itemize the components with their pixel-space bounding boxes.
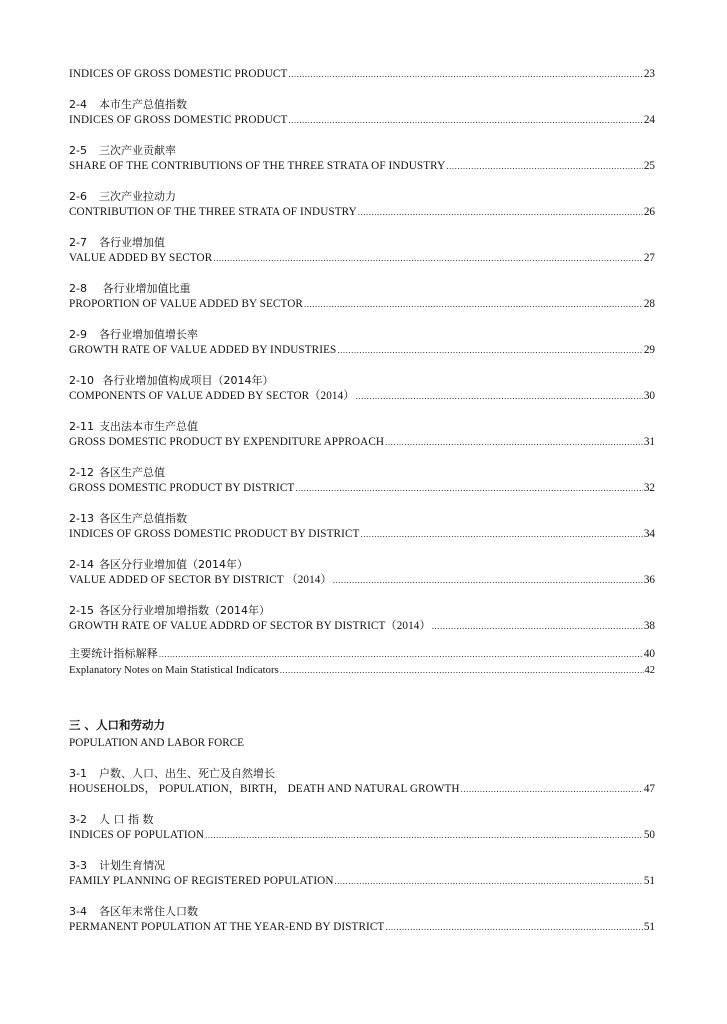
toc-entry-english-title: INDICES OF GROSS DOMESTIC PRODUCT (69, 114, 288, 126)
toc-entry-chinese-title: 户数、人口、出生、死亡及自然增长 (99, 767, 275, 780)
toc-page-number: 40 (643, 648, 655, 660)
toc-entry-english-title: SHARE OF THE CONTRIBUTIONS OF THE THREE STRATA OF INDUSTRY (69, 160, 446, 172)
toc-entry-number: 2-5 (69, 144, 87, 157)
toc-page (69, 66, 655, 950)
toc-entry[interactable] (69, 419, 655, 450)
toc-entry-number: 3-4 (69, 905, 87, 918)
toc-entry-chinese-title: 人 口 指 数 (99, 813, 154, 826)
dot-leader (335, 873, 643, 889)
toc-entry-chinese-line (69, 281, 655, 296)
toc-entry-number: 2-4 (69, 98, 87, 111)
toc-entry-english-line[interactable] (69, 480, 655, 496)
toc-entry-chinese-title: 三次产业拉动力 (99, 190, 176, 203)
toc-entry-english-title: COMPONENTS OF VALUE ADDED BY SECTOR（2014） (69, 390, 355, 402)
toc-page-number: 51 (643, 875, 655, 887)
toc-entry-number: 2-6 (69, 190, 87, 203)
toc-page-number: 28 (643, 298, 655, 310)
dot-leader (385, 434, 643, 450)
toc-page-number: 30 (643, 390, 655, 402)
toc-entry-number: 3-2 (69, 813, 87, 826)
toc-entry-english-line[interactable] (69, 618, 655, 634)
dot-leader (288, 112, 642, 128)
toc-entry-chinese-line (69, 858, 655, 873)
toc-entry-chinese-title: 三次产业贡献率 (99, 144, 176, 157)
section-heading (69, 716, 655, 752)
toc-entry-chinese-title: 各行业增加值增长率 (99, 328, 198, 341)
toc-entry-english-line[interactable] (69, 919, 655, 935)
toc-entry-chinese-title: 各区分行业增加增指数（2014年） (99, 604, 270, 617)
toc-entry[interactable] (69, 97, 655, 128)
toc-entry-number: 2-13 (69, 512, 94, 525)
toc-entry[interactable] (69, 557, 655, 588)
toc-entry-chinese-line (69, 904, 655, 919)
dot-leader (213, 250, 643, 266)
toc-page-number: 25 (643, 160, 655, 172)
dot-leader (385, 919, 642, 935)
section-title-english: POPULATION AND LABOR FORCE (69, 737, 244, 749)
dot-leader (288, 66, 642, 82)
toc-entry-english-title: INDICES OF GROSS DOMESTIC PRODUCT (69, 68, 288, 80)
toc-entry-english-line[interactable] (69, 204, 655, 220)
dot-leader (295, 480, 642, 496)
toc-entry-number: 2-15 (69, 604, 94, 617)
toc-entry-chinese-line (69, 97, 655, 112)
toc-entry-number: 2-10 (69, 374, 94, 387)
toc-page-number: 27 (643, 252, 655, 264)
dot-leader (159, 646, 643, 662)
toc-page-number: 36 (643, 574, 655, 586)
dot-leader (446, 158, 643, 174)
toc-entry[interactable] (69, 603, 655, 634)
notes-english-label: Explanatory Notes on Main Statistical Indicators (69, 665, 279, 676)
toc-entry-chinese-title: 支出法本市生产总值 (99, 420, 198, 433)
toc-entry-english-line[interactable] (69, 526, 655, 542)
toc-entry[interactable] (69, 189, 655, 220)
toc-page-number: 51 (643, 921, 655, 933)
toc-entry-english-line[interactable] (69, 572, 655, 588)
toc-entry-number: 2-7 (69, 236, 87, 249)
toc-entry-chinese-title: 各行业增加值比重 (99, 282, 191, 295)
toc-page-number: 23 (643, 68, 655, 80)
toc-entry-english-line[interactable] (69, 781, 655, 797)
toc-entry-english-title: INDICES OF POPULATION (69, 829, 205, 841)
toc-entry[interactable] (69, 511, 655, 542)
dot-leader (304, 296, 643, 312)
toc-entry-chinese-line (69, 419, 655, 434)
toc-entry-english-line[interactable] (69, 342, 655, 358)
toc-entry-chinese-title: 各区生产总值指数 (99, 512, 187, 525)
toc-entry-chinese-title: 各区生产总值 (99, 466, 165, 479)
toc-entry-chinese-title: 各区分行业增加值（2014年） (99, 558, 248, 571)
toc-entry-english-line[interactable] (69, 434, 655, 450)
toc-entry-english-title: GROWTH RATE OF VALUE ADDRD OF SECTOR BY DISTRICT（2014） (69, 620, 431, 632)
dot-leader (333, 572, 643, 588)
toc-entry-english-title: PROPORTION OF VALUE ADDED BY SECTOR (69, 298, 303, 310)
toc-entry[interactable] (69, 766, 655, 797)
dot-leader (337, 342, 642, 358)
toc-entry[interactable] (69, 281, 655, 312)
toc-entry-english-title: PERMANENT POPULATION AT THE YEAR-END BY DISTRICT (69, 921, 385, 933)
toc-entry-number: 2-12 (69, 466, 94, 479)
toc-entry[interactable] (69, 812, 655, 843)
dot-leader (358, 204, 643, 220)
toc-entry-english-line[interactable] (69, 66, 655, 82)
toc-page-number: 34 (643, 528, 655, 540)
toc-entry-english-line[interactable] (69, 158, 655, 174)
toc-page-number: 38 (643, 620, 655, 632)
dot-leader (432, 618, 643, 634)
dot-leader (280, 662, 644, 678)
notes-chinese-line[interactable] (69, 646, 655, 662)
dot-leader (360, 526, 642, 542)
toc-entry-english-line[interactable] (69, 250, 655, 266)
toc-entry-chinese-line (69, 557, 655, 572)
toc-entry-english-title: CONTRIBUTION OF THE THREE STRATA OF INDUSTRY (69, 206, 357, 218)
toc-entry[interactable] (69, 143, 655, 174)
toc-entry-number: 2-9 (69, 328, 87, 341)
toc-entry-english-line[interactable] (69, 388, 655, 404)
toc-entry-chinese-title: 各行业增加值 (99, 236, 165, 249)
toc-entry-english-title: GROWTH RATE OF VALUE ADDED BY INDUSTRIES (69, 344, 337, 356)
notes-english-line[interactable] (69, 662, 655, 678)
toc-page-number: 32 (643, 482, 655, 494)
toc-entry-english-title: VALUE ADDED BY SECTOR (69, 252, 213, 264)
toc-entry-english-title: VALUE ADDED OF SECTOR BY DISTRICT （2014） (69, 574, 332, 586)
toc-entry-number: 2-14 (69, 558, 94, 571)
toc-entry-chinese-line (69, 603, 655, 618)
toc-entry-chinese-line (69, 327, 655, 342)
toc-entry-english-title: INDICES OF GROSS DOMESTIC PRODUCT BY DISTRICT (69, 528, 360, 540)
dot-leader (356, 388, 643, 404)
toc-entry-chinese-line (69, 766, 655, 781)
toc-entry-number: 3-3 (69, 859, 87, 872)
toc-page-number: 31 (643, 436, 655, 448)
toc-entry-chinese-line (69, 143, 655, 158)
toc-entry-chinese-line (69, 373, 655, 388)
toc-entry-chinese-line (69, 465, 655, 480)
toc-entry[interactable] (69, 904, 655, 935)
toc-entry[interactable] (69, 465, 655, 496)
dot-leader (205, 827, 643, 843)
toc-entry[interactable] (69, 66, 655, 82)
toc-page-number: 47 (643, 783, 655, 795)
toc-entry-chinese-line (69, 812, 655, 827)
toc-entry[interactable] (69, 373, 655, 404)
toc-entry-english-line[interactable] (69, 112, 655, 128)
toc-entry[interactable] (69, 235, 655, 266)
toc-page-number: 50 (643, 829, 655, 841)
toc-page-number: 26 (643, 206, 655, 218)
section-title-chinese: 三 、人口和劳动力 (69, 718, 166, 732)
toc-entry-chinese-line (69, 235, 655, 250)
toc-entry[interactable] (69, 327, 655, 358)
toc-entry-english-title: GROSS DOMESTIC PRODUCT BY DISTRICT (69, 482, 295, 494)
toc-entry-english-line[interactable] (69, 827, 655, 843)
toc-entry-english-line[interactable] (69, 296, 655, 312)
toc-page-number: 24 (643, 114, 655, 126)
toc-entry-chinese-title: 计划生育情况 (99, 859, 165, 872)
toc-entry-chinese-title: 本市生产总值指数 (99, 98, 187, 111)
toc-entry-english-title: GROSS DOMESTIC PRODUCT BY EXPENDITURE APPROACH (69, 436, 385, 448)
toc-entry-chinese-line (69, 511, 655, 526)
toc-entry-chinese-line (69, 189, 655, 204)
toc-notes-entry[interactable] (69, 646, 655, 678)
toc-entry-chinese-title: 各区年末常住人口数 (99, 905, 198, 918)
notes-chinese-label: 主要统计指标解释 (69, 647, 158, 660)
toc-entry-number: 2-8 (69, 282, 87, 295)
toc-entry[interactable] (69, 858, 655, 889)
toc-entry-number: 2-11 (69, 420, 94, 433)
toc-entry-english-title: HOUSEHOLDS， POPULATION，BIRTH， DEATH AND NATURAL GROWTH (69, 783, 460, 795)
toc-entry-chinese-title: 各行业增加值构成项目（2014年） (99, 374, 274, 387)
toc-page-number: 29 (643, 344, 655, 356)
toc-page-number: 42 (644, 665, 655, 676)
toc-entry-number: 3-1 (69, 767, 87, 780)
toc-entry-english-line[interactable] (69, 873, 655, 889)
toc-entry-english-title: FAMILY PLANNING OF REGISTERED POPULATION (69, 875, 334, 887)
dot-leader (461, 781, 643, 797)
